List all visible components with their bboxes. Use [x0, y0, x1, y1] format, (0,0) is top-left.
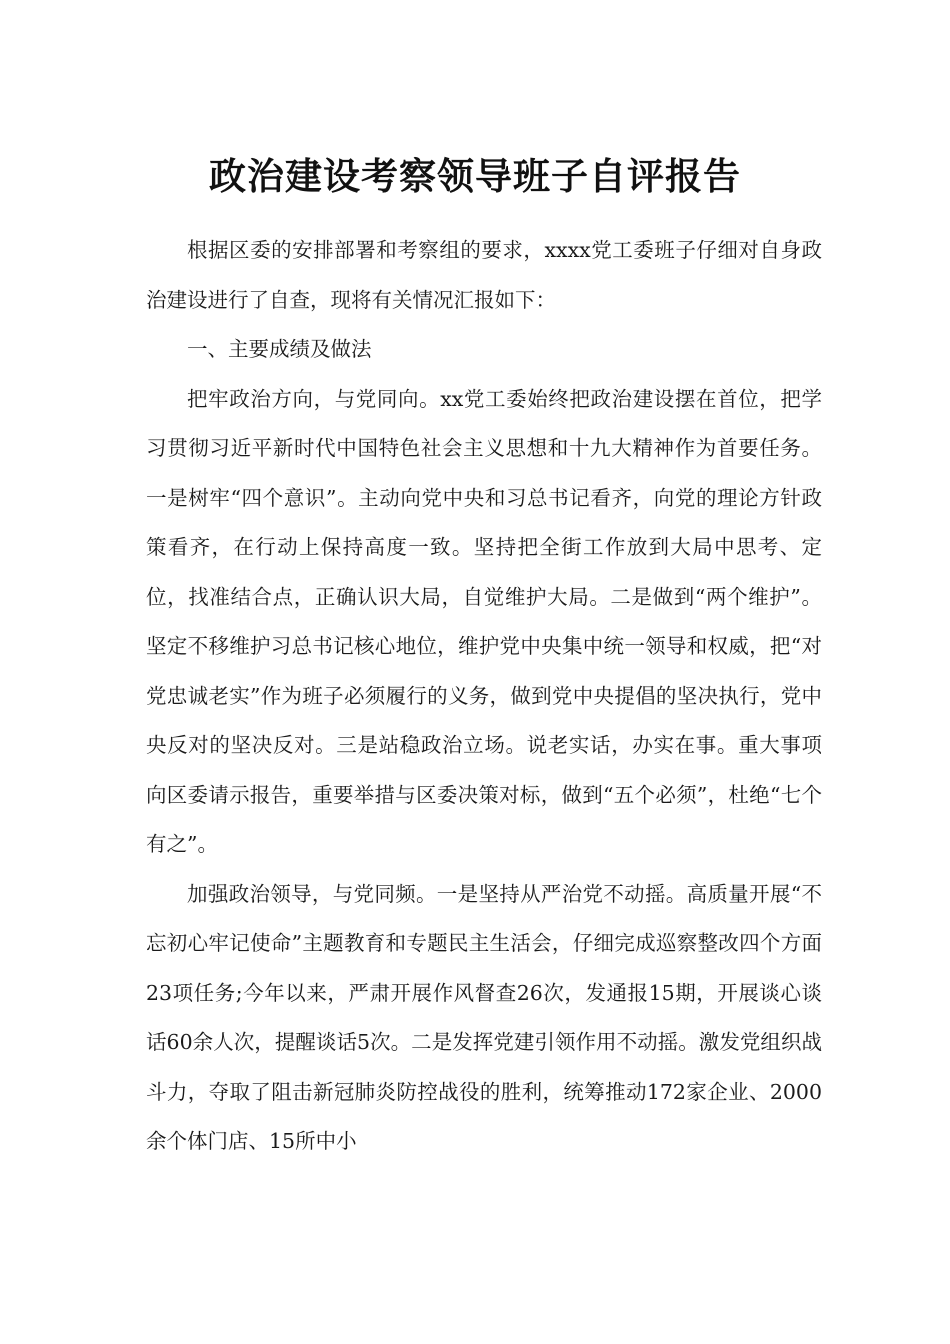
- paragraph-political-direction: 把牢政治方向，与党同向。xx党工委始终把政治建设摆在首位，把学习贯彻习近平新时代中国特色社会主义思想和十九大精神作为首要任务。一是树牢“四个意识”。主动向党中央和习总书记看齐，向党的理论方针政策看齐，在行动上保持高度一致。坚持把全街工作放到大局中思考、定位，找准结合点，正确认识大局，自觉维护大局。二是做到“两个维护”。坚定不移维护习总书记核心地位，维护党中央集中统一领导和权威，把“对党忠诚老实”作为班子必须履行的义务，做到党中央提倡的坚决执行，党中央反对的坚决反对。三是站稳政治立场。说老实话，办实在事。重大事项向区委请示报告，重要举措与区委决策对标，做到“五个必须”，杜绝“七个有之”。: [146, 386, 822, 856]
- document-title: 政治建设考察领导班子自评报告: [209, 154, 741, 198]
- document-body: [146, 226, 822, 1167]
- paragraph-political-leadership: 加强政治领导，与党同频。一是坚持从严治党不动摇。高质量开展“不忘初心牢记使命”主题教育和专题民主生活会，仔细完成巡察整改四个方面23项任务;今年以来，严肃开展作风督查26次，发通报15期，开展谈心谈话60余人次，提醒谈话5次。二是发挥党建引领作用不动摇。激发党组织战斗力，夺取了阻击新冠肺炎防控战役的胜利，统筹推动172家企业、2000余个体门店、15所中小: [146, 881, 822, 1153]
- section-heading: 一、主要成绩及做法: [187, 337, 372, 361]
- paragraph-intro: 根据区委的安排部署和考察组的要求，xxxx党工委班子仔细对自身政治建设进行了自查，现将有关情况汇报如下：: [146, 238, 822, 312]
